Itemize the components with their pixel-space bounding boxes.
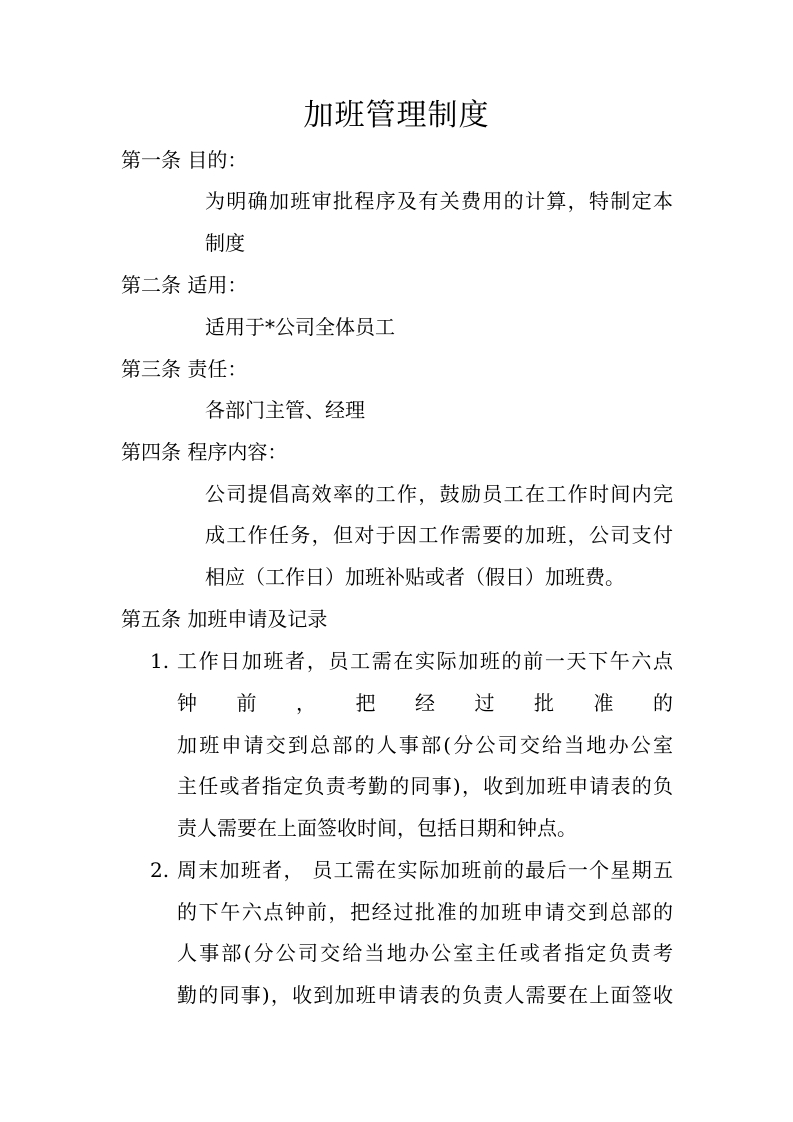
article-4-body-line: 相应（工作日）加班补贴或者（假日）加班费。 [205, 565, 625, 589]
list-item-line: 人事部(分公司交给当地办公室主任或者指定负责考 [177, 941, 673, 965]
article-3-body-line: 各部门主管、经理 [205, 398, 365, 422]
article-1-body-line: 为明确加班审批程序及有关费用的计算，特制定本 [205, 189, 673, 213]
article-4-body-line: 成工作任务，但对于因工作需要的加班，公司支付 [205, 523, 673, 547]
article-5-heading: 第五条 加班申请及记录 [121, 607, 328, 631]
list-item-number: 1. [150, 649, 170, 673]
article-4-body-line: 公司提倡高效率的工作，鼓励员工在工作时间内完 [205, 482, 673, 506]
list-item-number: 2. [150, 858, 170, 882]
article-1-body-line: 制度 [205, 231, 245, 255]
article-3-heading: 第三条 责任： [121, 357, 248, 381]
article-2-heading: 第二条 适用： [121, 273, 248, 297]
article-1-heading: 第一条 目的： [121, 148, 248, 172]
list-item-line: 主任或者指定负责考勤的同事)，收到加班申请表的负 [177, 774, 673, 798]
list-item-line: 勤的同事)，收到加班申请表的负责人需要在上面签收 [177, 983, 673, 1007]
list-item-line: 加班申请交到总部的人事部(分公司交给当地办公室 [177, 733, 673, 757]
list-item-line: 工作日加班者，员工需在实际加班的前一天下午六点 [177, 649, 673, 673]
article-4-heading: 第四条 程序内容： [121, 440, 288, 464]
article-2-body-line: 适用于*公司全体员工 [205, 315, 395, 339]
list-item-line: 责人需要在上面签收时间，包括日期和钟点。 [177, 816, 577, 840]
document-title: 加班管理制度 [303, 98, 490, 133]
list-item-line: 钟 前 ， 把 经 过 批 准 的 [177, 691, 673, 715]
list-item-line: 周末加班者， 员工需在实际加班前的最后一个星期五 [177, 858, 673, 882]
list-item-line: 的下午六点钟前，把经过批准的加班申请交到总部的 [177, 900, 673, 924]
